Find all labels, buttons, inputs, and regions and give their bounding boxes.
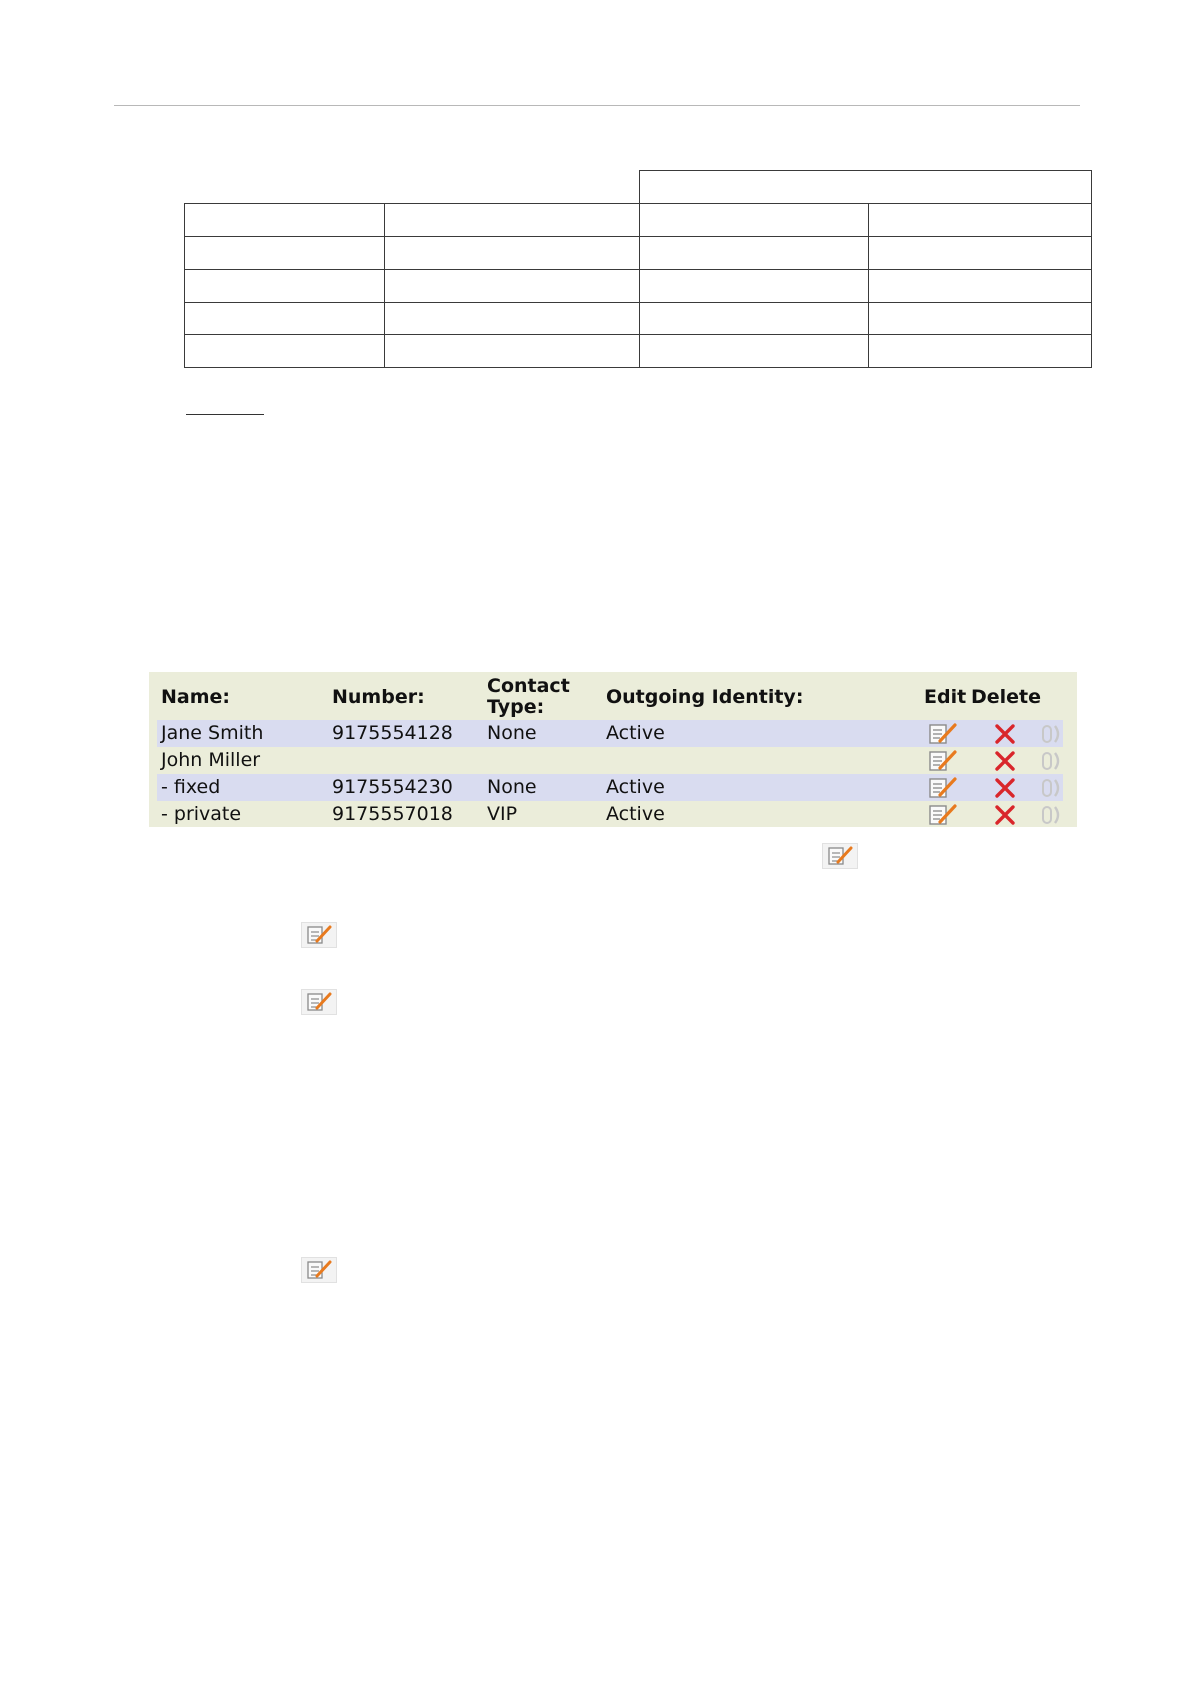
contact-number: 9175557018 bbox=[332, 803, 453, 825]
edit-icon[interactable] bbox=[928, 749, 958, 773]
header-contact-type-line2: Type: bbox=[487, 696, 545, 718]
contact-identity: Active bbox=[606, 722, 665, 744]
table-cell bbox=[639, 334, 869, 368]
table-cell bbox=[384, 269, 640, 303]
call-icon[interactable] bbox=[1040, 749, 1064, 773]
header-number: Number: bbox=[332, 686, 425, 708]
empty-grid-table bbox=[184, 170, 1092, 368]
contacts-header bbox=[149, 672, 1077, 720]
call-icon[interactable] bbox=[1040, 803, 1064, 827]
table-cell bbox=[184, 334, 385, 368]
contact-name: John Miller bbox=[161, 749, 261, 771]
table-cell bbox=[384, 302, 640, 335]
delete-icon[interactable] bbox=[994, 723, 1016, 745]
contacts-panel bbox=[149, 672, 1077, 827]
contact-name: - private bbox=[161, 803, 242, 825]
contact-identity: Active bbox=[606, 803, 665, 825]
table-cell bbox=[639, 302, 869, 335]
delete-icon[interactable] bbox=[994, 750, 1016, 772]
contact-name: Jane Smith bbox=[161, 722, 264, 744]
table-header-cell bbox=[639, 170, 1092, 204]
contact-type: None bbox=[487, 776, 537, 798]
edit-icon bbox=[822, 843, 858, 869]
edit-icon bbox=[301, 1257, 337, 1283]
header-name: Name: bbox=[161, 686, 231, 708]
edit-icon[interactable] bbox=[928, 803, 958, 827]
edit-icon[interactable] bbox=[928, 776, 958, 800]
delete-icon[interactable] bbox=[994, 777, 1016, 799]
header-rule bbox=[114, 105, 1080, 106]
call-icon[interactable] bbox=[1040, 722, 1064, 746]
contact-number: 9175554230 bbox=[332, 776, 453, 798]
contact-type: VIP bbox=[487, 803, 518, 825]
table-cell bbox=[868, 203, 1092, 237]
header-delete: Delete bbox=[971, 686, 1042, 708]
table-cell bbox=[184, 203, 385, 237]
edit-icon bbox=[301, 922, 337, 948]
table-cell bbox=[639, 236, 869, 270]
table-cell bbox=[184, 302, 385, 335]
contact-identity: Active bbox=[606, 776, 665, 798]
call-icon[interactable] bbox=[1040, 776, 1064, 800]
header-contact-type-line1: Contact bbox=[487, 675, 570, 697]
table-row bbox=[157, 720, 1063, 747]
delete-icon[interactable] bbox=[994, 804, 1016, 826]
table-cell bbox=[184, 236, 385, 270]
table-cell bbox=[868, 334, 1092, 368]
table-cell bbox=[868, 269, 1092, 303]
table-cell bbox=[384, 334, 640, 368]
table-cell bbox=[384, 203, 640, 237]
table-cell bbox=[639, 269, 869, 303]
edit-icon bbox=[301, 989, 337, 1015]
table-cell bbox=[868, 302, 1092, 335]
underline-stub bbox=[186, 414, 264, 415]
table-cell bbox=[384, 236, 640, 270]
table-cell bbox=[184, 269, 385, 303]
table-cell bbox=[868, 236, 1092, 270]
header-outgoing-identity: Outgoing Identity: bbox=[606, 686, 804, 708]
table-cell bbox=[639, 203, 869, 237]
table-row bbox=[157, 774, 1063, 801]
contact-number: 9175554128 bbox=[332, 722, 453, 744]
edit-icon[interactable] bbox=[928, 722, 958, 746]
header-edit: Edit bbox=[924, 686, 967, 708]
table-row bbox=[157, 747, 1063, 774]
table-row bbox=[157, 801, 1063, 828]
contact-type: None bbox=[487, 722, 537, 744]
contact-name: - fixed bbox=[161, 776, 221, 798]
